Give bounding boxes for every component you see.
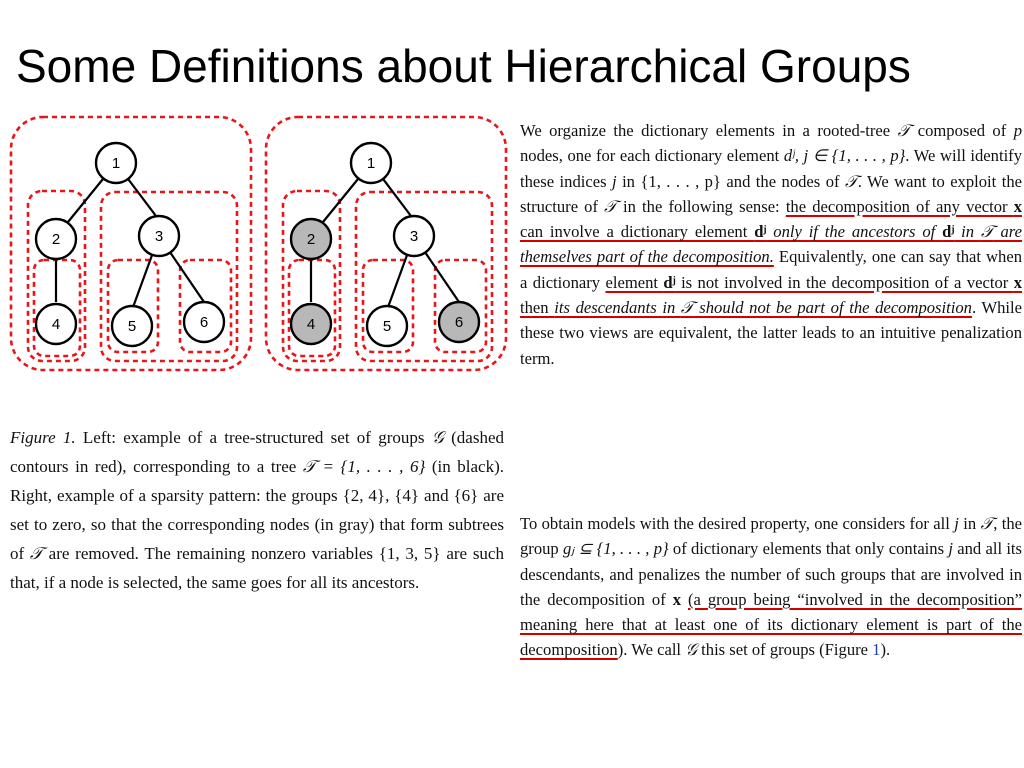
node-label-3-right: 3	[409, 228, 419, 245]
node-label-1-left: 1	[111, 155, 121, 172]
node-label-3-left: 3	[154, 228, 164, 245]
underlined-equivalent-statement: element dʲ is not involved in the decomposition of a vector x then its descendants in 𝒯 should not be part of the decomposition	[520, 272, 1022, 318]
figure-reference-link[interactable]: 1	[872, 640, 881, 660]
node-label-2-left: 2	[51, 231, 61, 248]
node-label-1-right: 1	[366, 155, 376, 172]
node-label-4-left: 4	[51, 316, 61, 333]
node-label-5-left: 5	[127, 318, 137, 335]
tree-groups-figure	[8, 112, 508, 374]
paragraph-group-definition: To obtain models with the desired property, one considers for all j in 𝒯, the group gⱼ ⊆ {1, . . . , p} of dictionary elements that only contains j and all its descendants, and penalizes the number of such groups that are involved in the decomposition of x (a group being “involved in the decomposition” meaning here that at least one of its dictionary element is part of the decomposition). We call 𝒢 this set of groups (Figure 1).	[520, 514, 1023, 660]
node-label-6-left: 6	[199, 314, 209, 331]
node-label-2-right: 2	[306, 231, 316, 248]
slide-title: Some Definitions about Hierarchical Groups	[16, 40, 911, 92]
node-label-5-right: 5	[382, 318, 392, 335]
figure-label: Figure 1.	[10, 428, 76, 447]
node-label-6-right: 6	[454, 314, 464, 331]
underlined-involvement-definition: (a group being “involved in the decomposition” meaning here that at least one of its dictionary element is part of the decomposition	[520, 589, 1022, 660]
figure-caption: Figure 1. Left: example of a tree-structured set of groups 𝒢 (dashed contours in red), corresponding to a tree 𝒯 = {1, . . . , 6} (in black). Right, example of a sparsity pattern: the groups {2, 4}, {4} and {6} are set to zero, so that the corresponding nodes (in gray) that form subtrees of 𝒯 are removed. The remaining nonzero variables {1, 3, 5} are such that, if a node is selected, the same goes for all its ancestors.	[10, 428, 505, 592]
node-label-4-right: 4	[306, 316, 316, 333]
paragraph-tree-definition: We organize the dictionary elements in a rooted-tree 𝒯 composed of p nodes, one for each dictionary element dʲ, j ∈ {1, . . . , p}. We will identify these indices j in {1, . . . , p} and the nodes of 𝒯. We want to exploit the structure of 𝒯 in the following sense: the decomposition of any vector x can involve a dictionary element dʲ only if the ancestors of dʲ in 𝒯 are themselves part of the decomposition. Equivalently, one can say that when a dictionary element dʲ is not involved in the decomposition of a vector x then its descendants in 𝒯 should not be part of the decomposition. While these two views are equivalent, the latter leads to an intuitive penalization term.	[520, 121, 1023, 368]
underlined-statement: the decomposition of any vector x can involve a dictionary element dʲ only if the ancestors of dʲ in 𝒯 are themselves part of the decomposition.	[520, 196, 1023, 267]
